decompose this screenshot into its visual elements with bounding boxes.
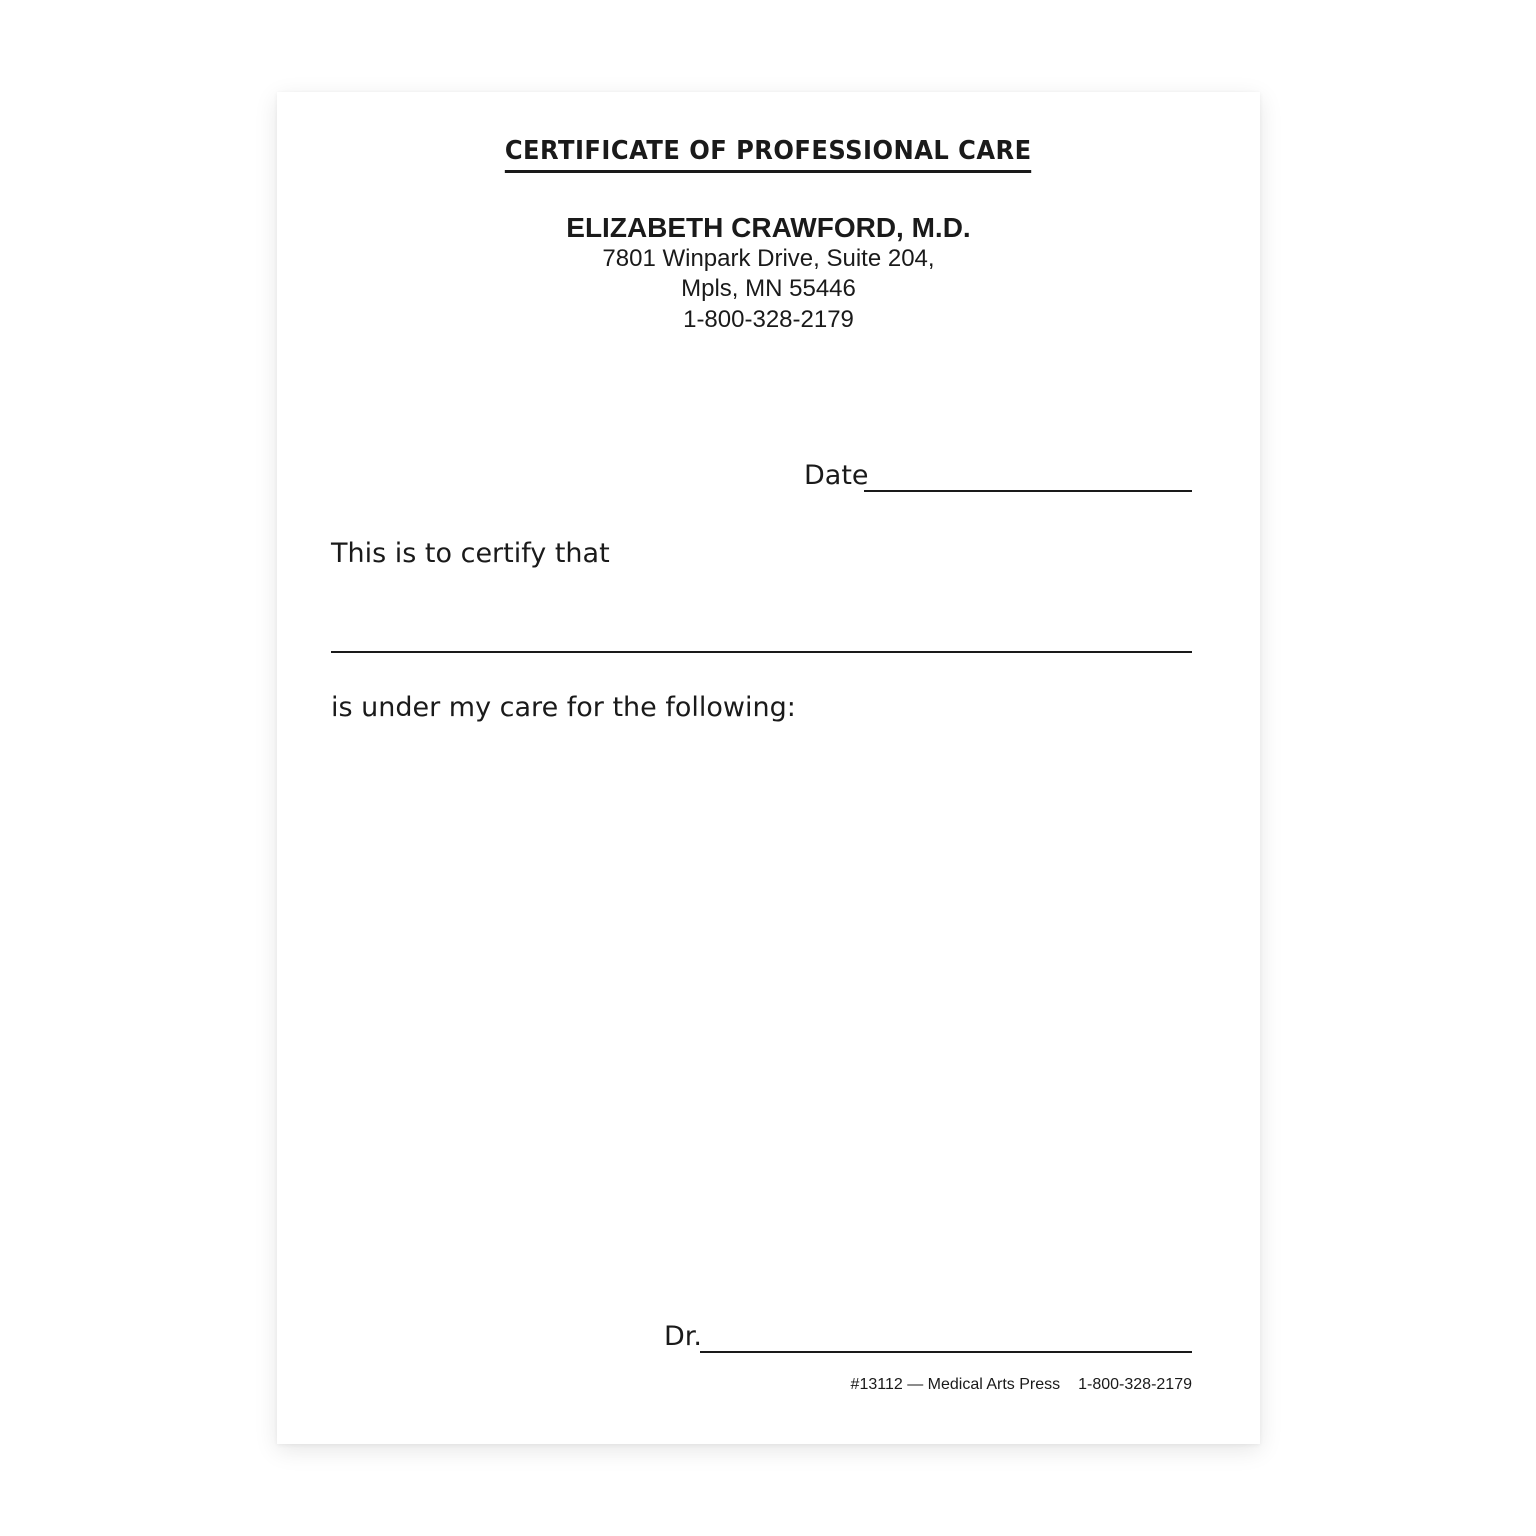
- certificate-title-wrap: [277, 136, 1260, 173]
- certificate-page: [277, 92, 1260, 1444]
- care-text: is under my care for the following:: [331, 692, 796, 723]
- certify-text: This is to certify that: [331, 538, 610, 569]
- certificate-title: CERTIFICATE OF PROFESSIONAL CARE: [505, 136, 1032, 173]
- signature-blank-line[interactable]: [700, 1351, 1192, 1353]
- address-line-1: 7801 Winpark Drive, Suite 204,: [602, 245, 935, 272]
- footer-phone: 1-800-328-2179: [1078, 1376, 1192, 1393]
- footer-form-info: #13112 — Medical Arts Press: [850, 1376, 1061, 1393]
- date-blank-line[interactable]: [864, 490, 1192, 492]
- date-field[interactable]: [804, 460, 1192, 492]
- signature-label: Dr.: [664, 1321, 702, 1352]
- patient-name-blank-line[interactable]: [331, 651, 1192, 653]
- address-line-2: Mpls, MN 55446: [681, 275, 856, 302]
- signature-field[interactable]: [664, 1321, 1192, 1353]
- doctor-phone: 1-800-328-2179: [683, 306, 854, 333]
- doctor-name: ELIZABETH CRAWFORD, M.D.: [566, 212, 971, 243]
- form-footer: [851, 1376, 1192, 1394]
- date-label: Date: [804, 460, 869, 491]
